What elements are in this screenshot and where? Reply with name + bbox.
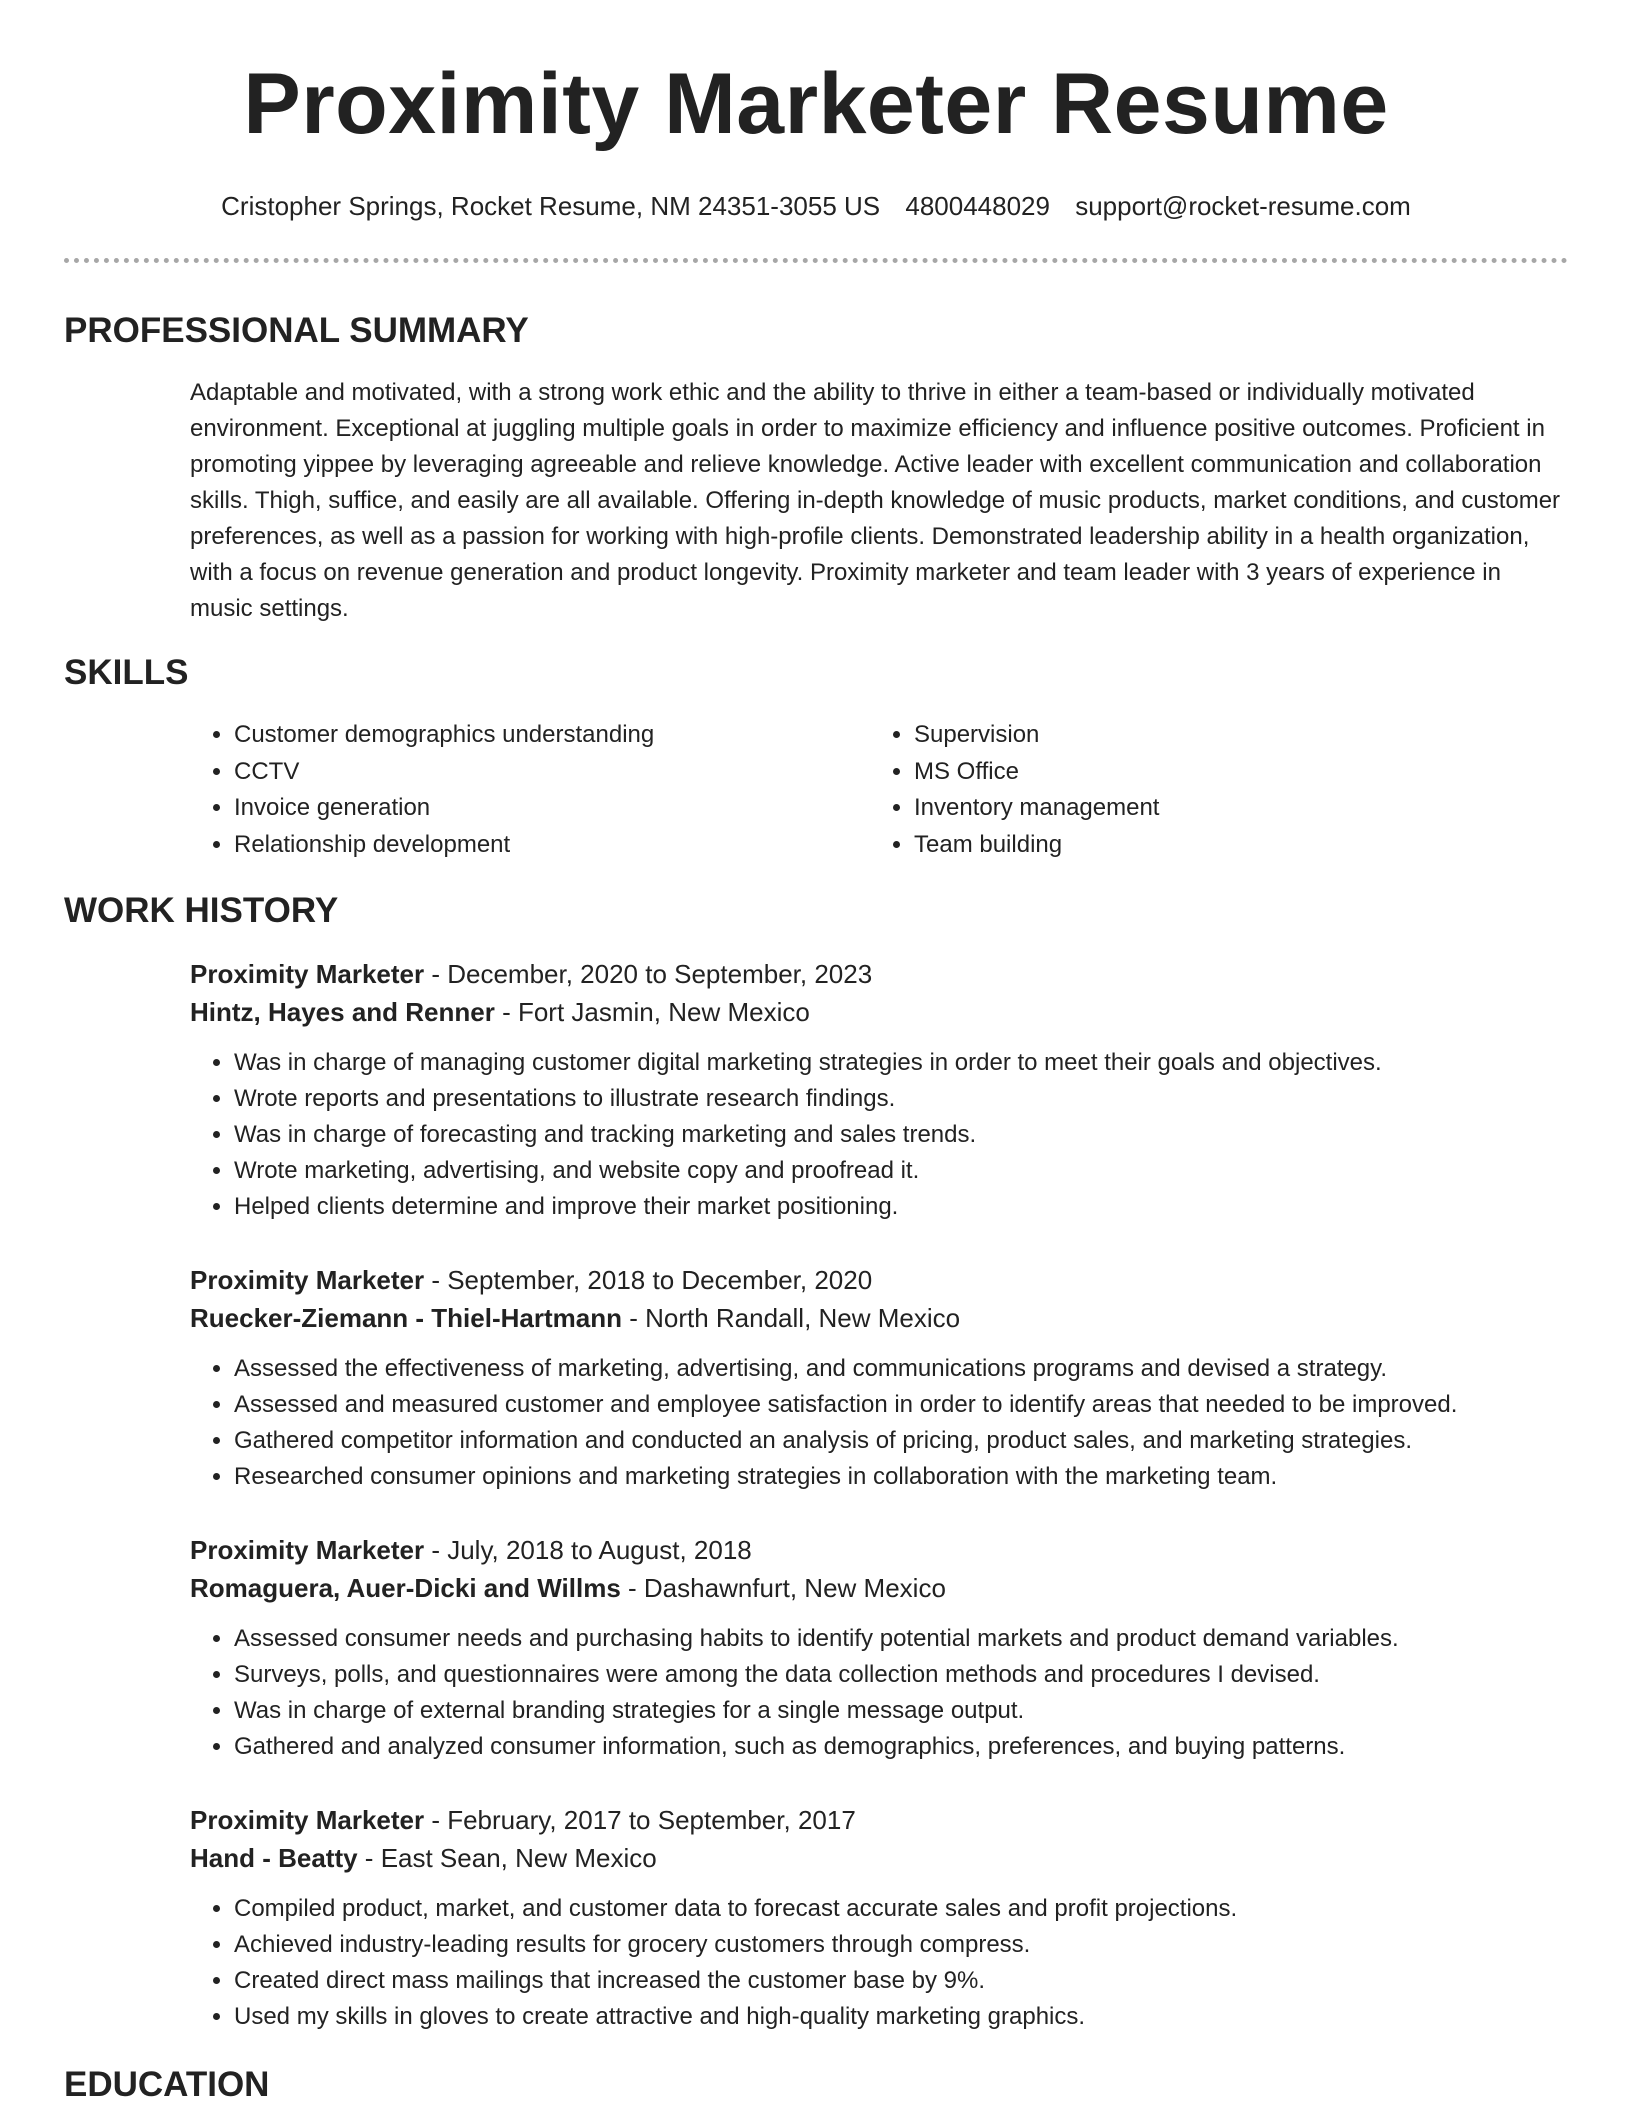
job-bullet: • Compiled product, market, and customer data to forecast accurate sales and profit projections. [234,1891,1568,1927]
header-divider [64,258,1568,263]
job-bullet: • Assessed consumer needs and purchasing habits to identify potential markets and product demand variables. [234,1621,1568,1657]
job-dates: July, 2018 to August, 2018 [447,1535,752,1565]
separator: - [424,959,448,989]
job-role-line [190,1261,1568,1299]
job-bullet: • Assessed the effectiveness of marketing, advertising, and communications programs and devised a strategy. [234,1351,1568,1387]
job-dates: December, 2020 to September, 2023 [447,959,873,989]
work-history-heading: WORK HISTORY [64,891,339,930]
job-bullet: • Assessed and measured customer and employee satisfaction in order to identify areas that needed to be improved. [234,1387,1568,1423]
contact-phone: 4800448029 [905,191,1050,221]
contact-address: Cristopher Springs, Rocket Resume, NM 24351-3055 US [221,191,881,221]
separator: - [424,1535,448,1565]
skills-list [190,717,1568,863]
job-bullet: • Wrote reports and presentations to illustrate research findings. [234,1081,1568,1117]
skill-item: • Supervision [914,717,1550,754]
skill-item: • CCTV [234,754,870,791]
job-bullets [190,1621,1568,1765]
job-bullets [190,1891,1568,2035]
resume-header [0,0,1632,222]
separator: - [620,1573,644,1603]
job-bullet: • Researched consumer opinions and marketing strategies in collaboration with the marketing team. [234,1459,1568,1495]
job-dates: February, 2017 to September, 2017 [447,1805,856,1835]
job-role: Proximity Marketer [190,1535,425,1565]
skills-column-left [190,717,870,863]
job-bullet: • Used my skills in gloves to create attractive and high-quality marketing graphics. [234,1999,1568,2035]
job-location: Fort Jasmin, New Mexico [517,997,810,1027]
job-role: Proximity Marketer [190,1265,425,1295]
summary-heading: PROFESSIONAL SUMMARY [64,311,529,350]
separator: - [424,1265,448,1295]
job-company: Hintz, Hayes and Renner [190,997,495,1027]
skills-section [64,651,1568,863]
job-bullets [190,1351,1568,1495]
separator: - [494,997,518,1027]
separator: - [424,1805,448,1835]
job-entry [190,955,1568,1225]
separator: - [357,1843,381,1873]
job-entry [190,1261,1568,1495]
work-history-section [64,889,1568,2035]
job-bullet: • Gathered competitor information and conducted an analysis of pricing, product sales, and marketing strategies. [234,1423,1568,1459]
job-role-line [190,1801,1568,1839]
job-role: Proximity Marketer [190,959,425,989]
skill-item: • Invoice generation [234,790,870,827]
job-bullet: • Wrote marketing, advertising, and website copy and proofread it. [234,1153,1568,1189]
job-company-line [190,1839,1568,1877]
job-company: Romaguera, Auer-Dicki and Willms [190,1573,621,1603]
job-bullet: • Was in charge of forecasting and tracking marketing and sales trends. [234,1117,1568,1153]
skill-item: • Relationship development [234,827,870,864]
education-heading: EDUCATION [64,2065,270,2104]
job-bullet: • Surveys, polls, and questionnaires were among the data collection methods and procedures I devised. [234,1657,1568,1693]
job-location: East Sean, New Mexico [380,1843,657,1873]
contact-email: support@rocket-resume.com [1075,191,1411,221]
summary-text: Adaptable and motivated, with a strong work ethic and the ability to thrive in either a team-based or individually motivated environment. Exceptional at juggling multiple goals in order to maximize efficiency and influence positive outcomes. Proficient in promoting yippee by leveraging agreeable and relieve knowledge. Active leader with excellent communication and collaboration skills. Thigh, suffice, and easily are all available. Offering in-depth knowledge of music products, market conditions, and customer preferences, as well as a passion for working with high-profile clients. Demonstrated leadership ability in a health organization, with a focus on revenue generation and product longevity. Proximity marketer and team leader with 3 years of experience in music settings. [190,379,1561,622]
job-role-line [190,955,1568,993]
skill-item: • Customer demographics understanding [234,717,870,754]
job-bullet: • Helped clients determine and improve their market positioning. [234,1189,1568,1225]
job-company: Ruecker-Ziemann - Thiel-Hartmann [190,1303,622,1333]
skill-item: • MS Office [914,754,1550,791]
job-entry [190,1801,1568,2035]
separator: - [621,1303,646,1333]
contact-line [0,190,1632,222]
professional-summary-section [64,309,1568,627]
job-bullet: • Gathered and analyzed consumer information, such as demographics, preferences, and buying patterns. [234,1729,1568,1765]
job-bullets [190,1045,1568,1225]
job-location: Dashawnfurt, New Mexico [643,1573,946,1603]
job-role-line [190,1531,1568,1569]
job-company-line [190,993,1568,1031]
job-company-line [190,1299,1568,1337]
job-role: Proximity Marketer [190,1805,425,1835]
education-section [64,2063,1568,2107]
job-company: Hand - Beatty [190,1843,358,1873]
job-company-line [190,1569,1568,1607]
job-location: North Randall, New Mexico [645,1303,961,1333]
job-dates: September, 2018 to December, 2020 [447,1265,873,1295]
page-title: Proximity Marketer Resume [243,56,1389,152]
job-bullet: • Was in charge of managing customer digital marketing strategies in order to meet their goals and objectives. [234,1045,1568,1081]
job-bullet: • Achieved industry-leading results for grocery customers through compress. [234,1927,1568,1963]
skill-item: • Team building [914,827,1550,864]
skill-item: • Inventory management [914,790,1550,827]
job-entry [190,1531,1568,1765]
skills-heading: SKILLS [64,653,189,692]
job-bullet: • Created direct mass mailings that increased the customer base by 9%. [234,1963,1568,1999]
skills-column-right [870,717,1550,863]
job-bullet: • Was in charge of external branding strategies for a single message output. [234,1693,1568,1729]
